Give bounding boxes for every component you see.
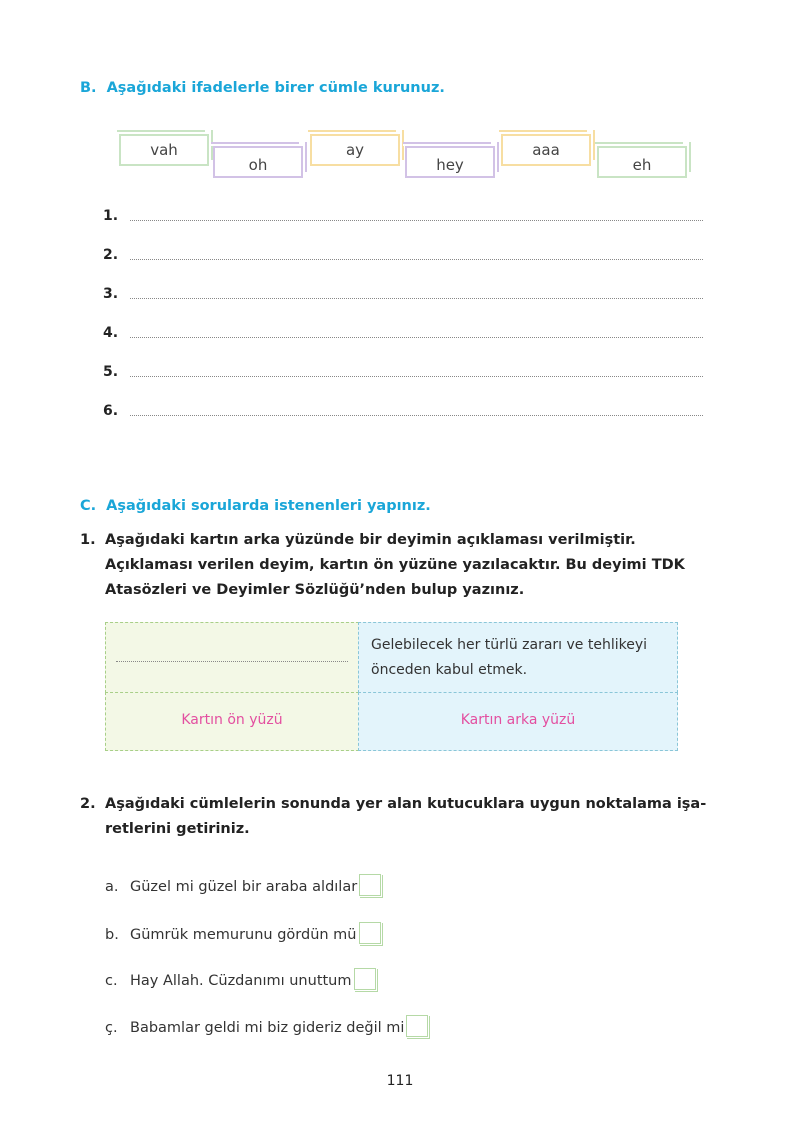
card-front-answer-line <box>116 661 348 662</box>
punctuation-box-b[interactable] <box>359 922 381 944</box>
word-card-oh: oh <box>213 146 303 178</box>
answer-line-4[interactable]: 4. <box>103 325 703 345</box>
page-number: 111 <box>386 1073 414 1089</box>
question-2-number: 2. <box>80 796 96 812</box>
section-c-title: Aşağıdaki sorularda istenenleri yapınız. <box>106 498 431 514</box>
question-1 <box>80 528 720 603</box>
question-1-number: 1. <box>80 532 96 548</box>
section-b-title: Aşağıdaki ifadelerle birer cümle kurunuz. <box>106 80 445 96</box>
punctuation-box-c-cedilla[interactable] <box>406 1015 428 1037</box>
card-back-label: Kartın arka yüzü <box>460 712 576 728</box>
answer-line-1[interactable]: 1. <box>103 208 703 228</box>
word-card-eh: eh <box>597 146 687 178</box>
idiom-card <box>105 622 678 751</box>
word-card-aaa: aaa <box>501 134 591 166</box>
question-1-text: Aşağıdaki kartın arka yüzünde bir deyimin açıklaması verilmiştir. Açıklaması verilen deyim, kartın ön yüzüne yazılacaktır. Bu deyimi TDK Atasözleri ve Deyimler Sözlüğü’nden bulup yazınız. <box>105 532 685 598</box>
sentence-c: c. Hay Allah. Cüzdanımı unuttum <box>105 968 376 990</box>
card-front-label-cell <box>105 692 359 751</box>
question-2 <box>80 792 715 842</box>
word-card-ay: ay <box>310 134 400 166</box>
word-card-hey: hey <box>405 146 495 178</box>
answer-line-6[interactable]: 6. <box>103 403 703 423</box>
punctuation-box-c[interactable] <box>354 968 376 990</box>
sentence-a: a. Güzel mi güzel bir araba aldılar <box>105 874 381 896</box>
card-back-label-cell <box>358 692 678 751</box>
card-description: Gelebilecek her türlü zararı ve tehlikeyi önceden kabul etmek. <box>371 637 647 678</box>
sentence-b: b. Gümrük memurunu gördün mü <box>105 922 381 944</box>
card-front-label: Kartın ön yüzü <box>181 712 283 728</box>
section-b-letter: B. <box>80 80 97 96</box>
section-c-heading <box>80 498 431 514</box>
card-back-description <box>358 622 678 693</box>
question-2-text: Aşağıdaki cümlelerin sonunda yer alan kutucuklara uygun noktalama işa-retlerini getiriniz. <box>105 796 707 837</box>
section-b-heading <box>80 80 445 96</box>
answer-line-2[interactable]: 2. <box>103 247 703 267</box>
answer-line-3[interactable]: 3. <box>103 286 703 306</box>
sentence-c-cedilla: ç. Babamlar geldi mi biz gideriz değil mi <box>105 1015 428 1037</box>
punctuation-box-a[interactable] <box>359 874 381 896</box>
answer-line-5[interactable]: 5. <box>103 364 703 384</box>
word-card-vah: vah <box>119 134 209 166</box>
card-front-answer[interactable] <box>105 622 359 693</box>
section-c-letter: C. <box>80 498 97 514</box>
